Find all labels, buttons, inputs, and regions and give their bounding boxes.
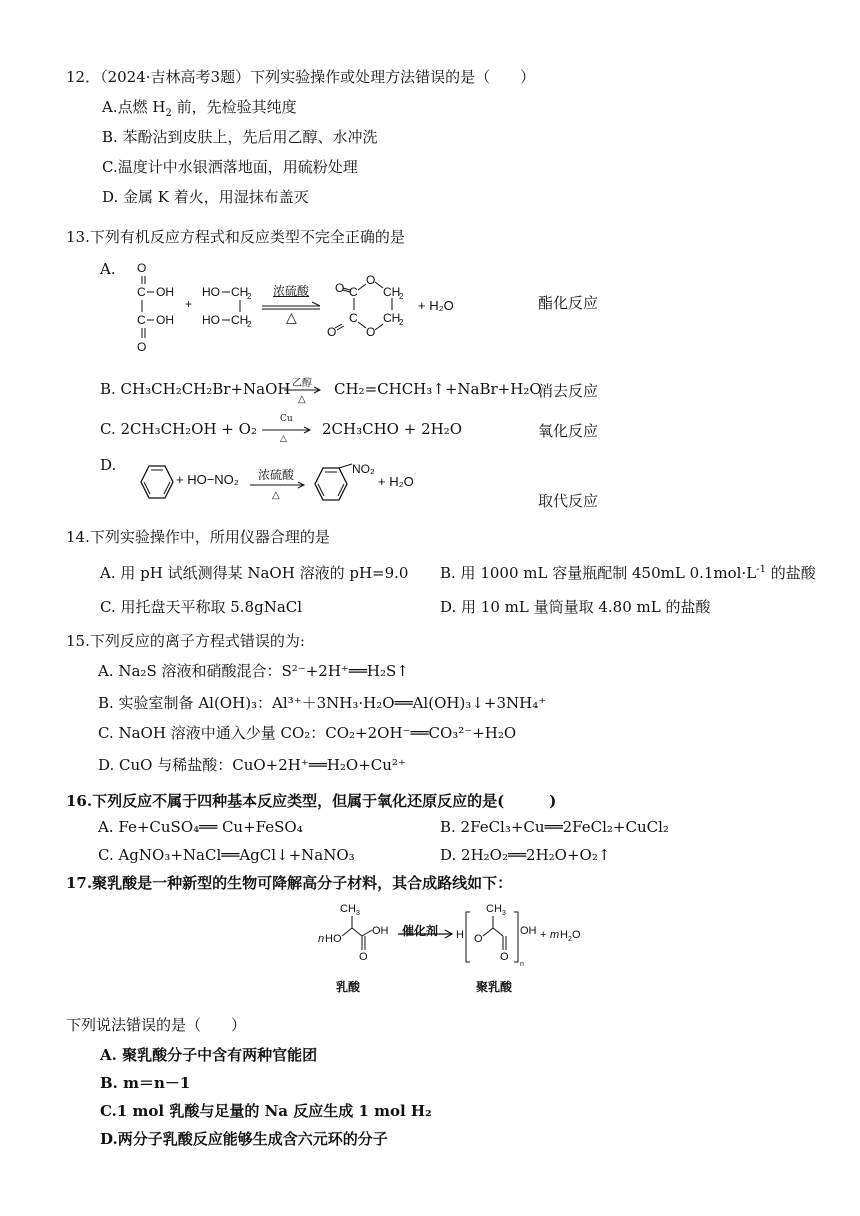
svg-text:CH: CH [486,903,502,915]
svg-text:2: 2 [568,936,572,943]
svg-text:OH: OH [520,925,537,937]
svg-text:O: O [474,933,483,945]
q17-option-b: B. m＝n－1 [100,1074,191,1092]
svg-text:3: 3 [356,910,360,917]
svg-text:CH: CH [231,285,249,299]
q13-option-b-products: CH₂=CHCH₃↑+NaBr+H₂O [334,380,542,398]
svg-text:O: O [500,951,509,963]
q17-stem: 17.聚乳酸是一种新型的生物可降解高分子材料，其合成路线如下： [66,874,513,892]
q13-option-d-heat: △ [272,490,280,501]
q13-option-b-arrow [284,386,324,394]
svg-text:3: 3 [502,910,506,917]
svg-text:m: m [550,929,560,941]
svg-text:OH: OH [372,925,389,937]
svg-text:C: C [137,285,146,299]
q17-synthesis-scheme [318,900,618,974]
q13-option-d-benzene-product [306,462,358,504]
q13-option-b-heat: △ [298,394,306,405]
q13-option-c-arrow [262,426,314,434]
svg-text:HO: HO [202,285,220,299]
q15-option-d: D. CuO 与稀盐酸：CuO+2H⁺══H₂O+Cu²⁺ [98,756,406,774]
q13-stem: 13.下列有机反应方程式和反应类型不完全正确的是 [66,228,405,246]
q12-stem: 12．（2024·吉林高考3题）下列实验操作或处理方法错误的是（ ） [66,68,536,86]
q14-stem: 14.下列实验操作中，所用仪器合理的是 [66,528,330,546]
q13-option-c-type: 氧化反应 [538,422,599,440]
svg-text:O: O [335,281,345,295]
q13-option-a-type: 酯化反应 [538,294,599,312]
q13-option-c-reactants: C. 2CH₃CH₂OH + O₂ [100,420,257,438]
q13-option-b-type: 消去反应 [538,382,599,400]
q15-option-b: B. 实验室制备 Al(OH)₃：Al³⁺＋3NH₃·H₂O══Al(OH)₃↓+3NH₄⁺ [98,694,547,712]
svg-text:CH: CH [383,285,401,299]
q16-option-a: A. Fe+CuSO₄══ Cu+FeSO₄ [98,818,303,836]
svg-text:2: 2 [247,320,252,329]
q16-option-b: B. 2FeCl₃+Cu══2FeCl₂+CuCl₂ [440,818,669,836]
svg-text:n: n [520,961,524,968]
svg-text:n: n [318,933,325,945]
q17-catalyst-condition: 催化剂 [402,924,439,938]
q12-option-b: B. 苯酚沾到皮肤上，先后用乙醇、水冲洗 [102,128,378,146]
svg-text:HO: HO [325,933,342,945]
q13-option-a-water: + H₂O [418,298,454,313]
q16-option-c: C. AgNO₃+NaCl══AgCl↓+NaNO₃ [98,846,355,864]
q13-option-d-nitro: NO₂ [352,462,375,476]
q13-option-a-heat: △ [286,310,297,326]
svg-text:CH: CH [340,903,356,915]
q13-option-c-products: 2CH₃CHO + 2H₂O [322,420,463,438]
q17-option-d: D.两分子乳酸反应能够生成含六元环的分子 [100,1130,388,1148]
svg-text:O: O [572,929,581,941]
q13-option-a-condition: 浓硫酸 [273,284,310,298]
q15-option-c: C. NaOH 溶液中通入少量 CO₂：CO₂+2OH⁻══CO₃²⁻+H₂O [98,724,517,742]
q14-option-d: D. 用 10 mL 量筒量取 4.80 mL 的盐酸 [440,598,711,616]
svg-text:O: O [359,951,368,963]
svg-text:CH: CH [383,311,401,325]
q13-option-a-label: A. [100,260,116,278]
svg-text:2: 2 [399,292,404,301]
svg-text:2: 2 [247,292,252,301]
svg-text:HO: HO [202,313,220,327]
svg-text:CH: CH [231,313,249,327]
svg-text:OH: OH [156,285,174,299]
svg-text:O: O [137,340,147,354]
q14-option-b: B. 用 1000 mL 容量瓶配制 450mL $0.1mol\cdot L^{-1}$ 的盐酸 [440,564,816,582]
q13-option-d-condition: 浓硫酸 [258,468,295,482]
svg-text:H: H [456,929,464,941]
svg-text:H: H [560,929,568,941]
q17-option-a: A. 聚乳酸分子中含有两种官能团 [100,1046,318,1064]
svg-text:C: C [137,313,146,327]
q17-reactant-label: 乳酸 [336,980,361,994]
q15-option-a: A. Na₂S 溶液和硝酸混合：S²⁻+2H⁺══H₂S↑ [98,662,409,680]
q15-stem: 15.下列反应的离子方程式错误的为: [66,632,305,650]
q13-option-d-arrow [250,481,308,489]
q13-option-d-benzene-reactant [132,462,182,504]
svg-text:C: C [349,285,358,299]
q17-product-label: 聚乳酸 [476,980,513,994]
q17-option-c: C.1 mol 乳酸与足量的 Na 反应生成 1 mol H₂ [100,1102,432,1120]
q13-option-c-heat: △ [280,434,287,444]
svg-text:O: O [366,325,376,339]
q12-option-c: C.温度计中水银洒落地面，用硫粉处理 [102,158,358,176]
q13-option-d-type: 取代反应 [538,492,599,510]
q16-stem: 16.下列反应不属于四种基本反应类型，但属于氧化还原反应的是( ) [66,792,557,810]
svg-text:+: + [540,929,547,941]
svg-text:O: O [137,261,147,275]
q13-option-d-reagent: + HO−NO₂ [176,472,239,487]
q13-option-d-label: D. [100,456,117,474]
q16-option-d: D. 2H₂O₂══2H₂O+O₂↑ [440,846,611,864]
q13-option-c-condition: Cu [280,414,293,424]
svg-text:C: C [349,311,358,325]
q14-option-a: A. 用 pH 试纸测得某 NaOH 溶液的 pH=9.0 [100,564,409,582]
q14-option-c: C. 用托盘天平称取 5.8gNaCl [100,598,303,616]
q12-option-d: D. 金属 K 着火，用湿抹布盖灭 [102,188,309,206]
svg-text:OH: OH [156,313,174,327]
svg-text:+: + [185,297,193,311]
svg-text:O: O [366,273,376,287]
q12-option-a: A.点燃 $H_2$ 前，先检验其纯度 [102,98,297,119]
q13-option-b-condition: 乙醇 [292,378,312,389]
q13-option-b-reactants: B. CH₃CH₂CH₂Br+NaOH [100,380,291,398]
svg-text:O: O [327,325,337,339]
svg-text:2: 2 [399,318,404,327]
q13-option-d-water: + H₂O [378,474,414,489]
q17-sub-stem: 下列说法错误的是（ ） [66,1016,247,1034]
